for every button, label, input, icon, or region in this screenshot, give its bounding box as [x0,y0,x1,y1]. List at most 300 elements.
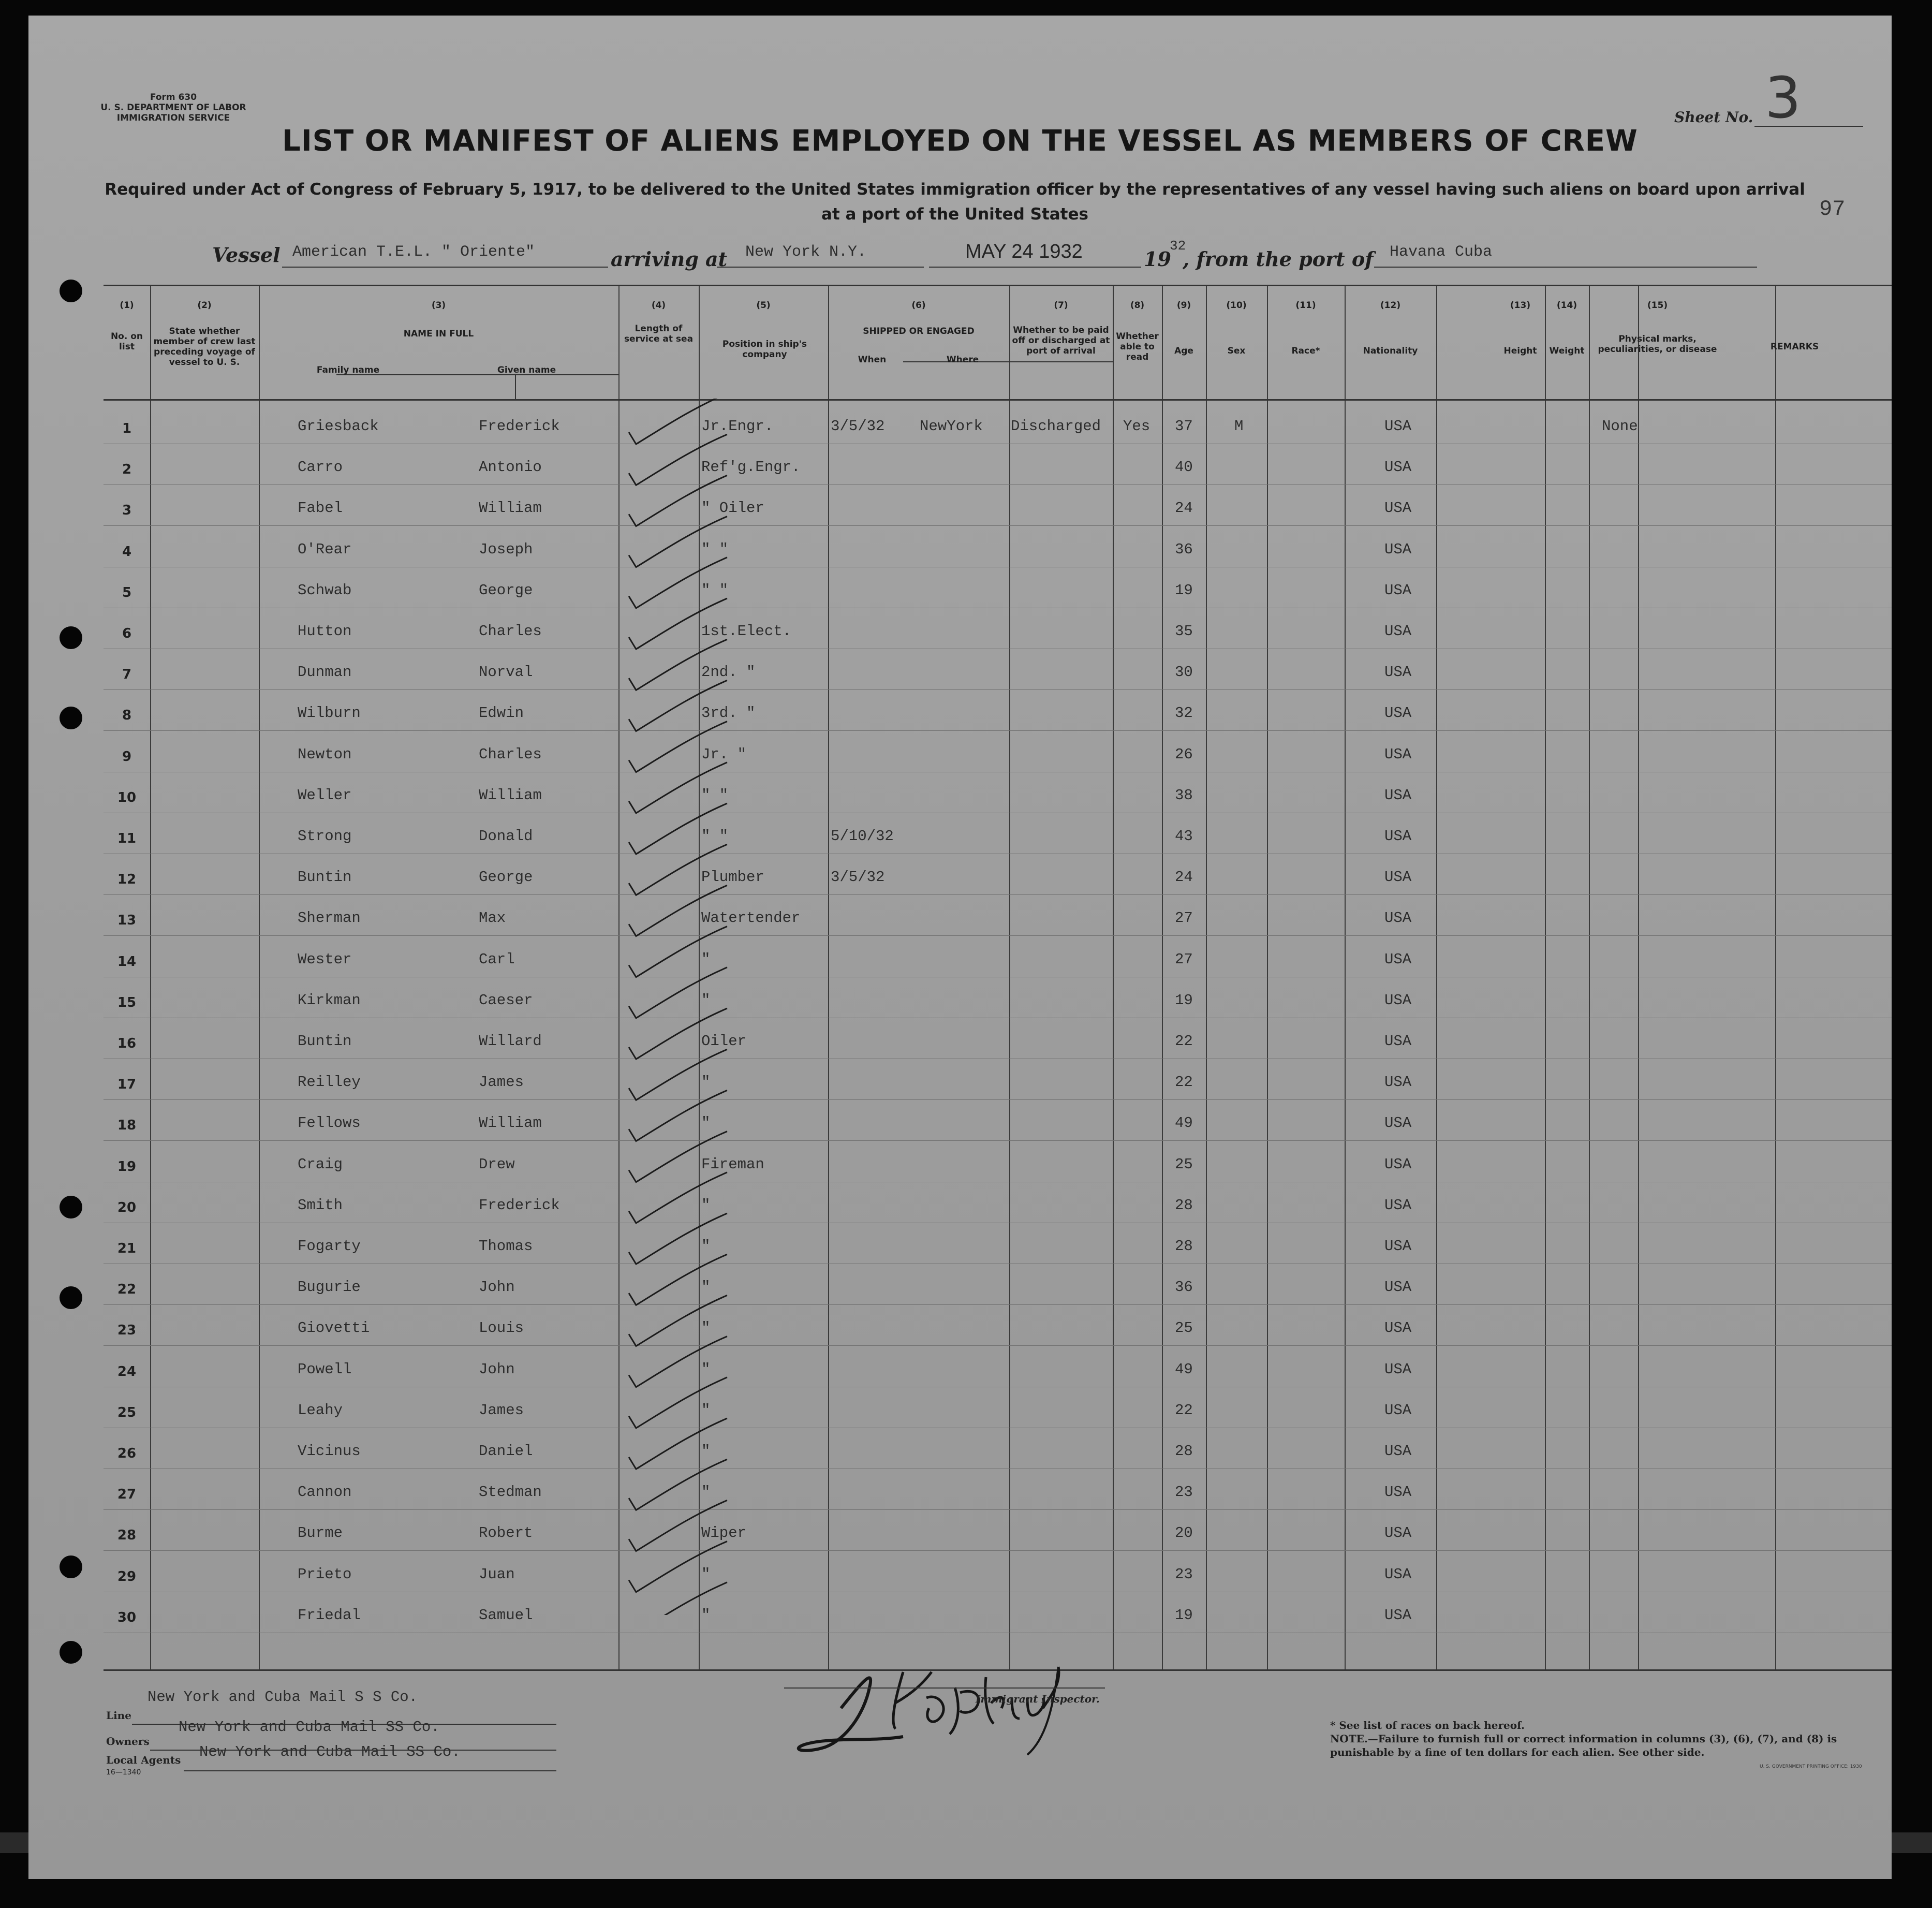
row-number: 2 [122,462,132,478]
given-name-cell: James [479,1401,524,1419]
column-header-c7: Whether to be paid off or discharged at port of arrival [1012,325,1110,356]
family-name-cell: Friedal [298,1606,361,1624]
age-cell: 35 [1175,623,1193,640]
family-name-cell: Schwab [298,581,352,599]
age-cell: 49 [1175,1360,1193,1378]
age-cell: 19 [1175,581,1193,599]
age-cell: 27 [1175,909,1193,927]
column-header-c6-num: (6) [911,300,926,311]
family-name-cell: Smith [298,1196,343,1214]
service-check-mark [629,762,727,813]
column-header-c8-num: (8) [1130,300,1145,311]
family-name-cell: Wester [298,950,352,968]
shipped-when-cell: 3/5/32 [831,418,885,435]
given-name-cell: Carl [479,950,515,968]
line-label: Line [106,1709,131,1722]
row-number: 30 [117,1609,137,1625]
age-cell: 20 [1175,1524,1193,1542]
service-check-mark [629,1500,727,1551]
arriving-value: New York N.Y. [745,243,867,261]
family-name-cell: Fellows [298,1114,361,1132]
shipped-when-cell: 5/10/32 [831,828,894,845]
nationality-cell: USA [1384,623,1412,640]
col-divider [150,286,151,1669]
column-header-c4-num: (4) [651,300,666,311]
nationality-cell: USA [1384,500,1412,517]
age-cell: 32 [1175,705,1193,722]
nationality-cell: USA [1384,1484,1412,1501]
position-cell: " " [701,786,729,804]
inspector-line [784,1687,1105,1689]
row-number: 29 [117,1568,137,1584]
nationality-cell: USA [1384,1074,1412,1091]
position-cell: Oiler [701,1033,747,1050]
position-cell: " [701,950,711,968]
service-check-mark [629,517,727,567]
family-name-cell: O'Rear [298,540,352,558]
row-number: 7 [122,667,132,683]
row-number: 9 [122,748,132,765]
family-name-cell: Reilley [298,1074,361,1091]
column-header-c1-num: (1) [120,300,134,311]
row-divider [104,1304,1892,1305]
position-cell: " [701,1360,711,1378]
paid-off-cell: Discharged [1011,418,1101,435]
form-code: 16—1340 [106,1768,141,1777]
age-cell: 28 [1175,1196,1193,1214]
arriving-line [717,267,924,268]
given-name-cell: William [479,500,542,517]
service-check-mark [629,1542,727,1592]
row-divider [104,730,1892,731]
row-number: 10 [117,789,137,805]
crew-table [104,285,1892,1671]
service-check-mark [629,1049,727,1100]
races-note: * See list of races on back hereof. [1330,1719,1525,1731]
position-cell: " [701,1319,711,1337]
age-cell: 27 [1175,950,1193,968]
given-name-cell: James [479,1074,524,1091]
given-name-cell: William [479,786,542,804]
shipped-when-cell: 3/5/32 [831,869,885,886]
service-check-mark [629,1090,727,1141]
row-number: 24 [117,1363,137,1379]
position-cell: " " [701,540,729,558]
age-cell: 25 [1175,1319,1193,1337]
family-name-cell: Fabel [298,500,343,517]
family-name-cell: Dunman [298,664,352,681]
service-check-mark [629,598,727,649]
row-number: 8 [122,708,132,724]
column-header-c15: Physical marks, peculiarities, or disease [1598,334,1717,355]
column-header-c6a: When [858,355,887,365]
family-name-cell: Fogarty [298,1238,361,1255]
punch-hole [60,1641,82,1664]
row-divider [104,1140,1892,1141]
sex-cell: M [1234,418,1244,435]
from-port-label: , from the port of [1183,247,1374,271]
nationality-cell: USA [1384,1155,1412,1173]
nationality-cell: USA [1384,1443,1412,1460]
punch-hole [60,626,82,649]
family-name-cell: Wilburn [298,705,361,722]
given-name-cell: Frederick [479,1196,560,1214]
column-header-c3a: Family name [316,365,380,375]
age-cell: 38 [1175,786,1193,804]
given-name-cell: Caeser [479,991,533,1009]
position-cell: " [701,1279,711,1296]
family-name-cell: Kirkman [298,991,361,1009]
service-check-mark [629,1377,727,1428]
service-check-mark [629,885,727,936]
age-cell: 23 [1175,1565,1193,1583]
column-header-c4: Length of service at sea [624,324,694,344]
position-cell: " [701,1238,711,1255]
col-divider [1345,286,1346,1669]
row-number: 23 [117,1323,137,1339]
column-header-c9-num: (9) [1176,300,1191,311]
line-value: New York and Cuba Mail S S Co. [148,1689,418,1706]
service-check-mark [629,1008,727,1059]
row-divider [104,935,1892,936]
row-divider [104,1550,1892,1551]
col-divider [1589,286,1590,1669]
column-header-c8: Whether able to read [1116,331,1159,362]
service-check-mark [629,967,727,1018]
nationality-cell: USA [1384,828,1412,845]
able-to-read-cell: Yes [1123,418,1151,435]
service-check-mark [629,557,727,608]
row-number: 27 [117,1487,137,1503]
position-cell: Jr.Engr. [701,418,774,435]
vessel-line [282,267,608,268]
position-cell: " [701,1606,711,1624]
given-name-cell: George [479,581,533,599]
column-header-c11: Race* [1291,346,1320,356]
nationality-cell: USA [1384,1114,1412,1132]
punch-hole [60,1196,82,1219]
row-number: 1 [122,421,132,436]
service-check-mark [629,399,727,444]
row-number: 12 [117,872,137,888]
family-name-cell: Strong [298,828,352,845]
service-checkmarks [618,399,756,1615]
row-number: 18 [117,1118,137,1134]
service-check-mark [629,680,727,731]
nationality-cell: USA [1384,459,1412,476]
given-name-cell: Stedman [479,1484,542,1501]
position-cell: Jr. " [701,745,747,763]
row-number: 5 [122,584,132,600]
age-cell: 36 [1175,1279,1193,1296]
age-cell: 37 [1175,418,1193,435]
service-check-mark [629,803,727,854]
nationality-cell: USA [1384,745,1412,763]
service-check-mark [629,1337,727,1387]
sheet-number: 3 [1765,65,1801,131]
given-name-cell: John [479,1279,515,1296]
column-header-c15-num: (15) [1647,300,1668,311]
given-name-cell: Charles [479,623,542,640]
position-cell: 1st.Elect. [701,623,792,640]
row-number: 22 [117,1282,137,1298]
col-divider [1545,286,1546,1669]
name-subheader-divider [515,374,516,399]
column-header-c14-num: (14) [1556,300,1577,311]
service-check-mark [629,1132,727,1182]
col-divider [1162,286,1163,1669]
service-check-mark [629,475,727,526]
column-header-c3: NAME IN FULL [403,329,474,339]
service-check-mark [629,722,727,772]
nationality-cell: USA [1384,1238,1412,1255]
column-header-c13-num: (13) [1510,300,1531,311]
form-identifier [98,92,248,123]
agents-underline [184,1770,556,1771]
row-number: 21 [117,1241,137,1256]
position-cell: Wiper [701,1524,747,1542]
nationality-cell: USA [1384,705,1412,722]
year-suffix: 32 [1170,238,1186,254]
col-divider [1436,286,1437,1669]
row-number: 13 [117,913,137,929]
col-divider [828,286,829,1669]
service-check-mark [629,1459,727,1510]
column-header-c7-num: (7) [1054,300,1068,311]
family-name-cell: Powell [298,1360,352,1378]
column-header-c13: Height [1503,346,1537,356]
given-name-cell: Thomas [479,1238,533,1255]
column-header-c6: SHIPPED OR ENGAGED [863,326,975,336]
nationality-cell: USA [1384,1565,1412,1583]
col-divider [1638,286,1639,1669]
col-divider [1009,286,1010,1669]
given-name-cell: William [479,1114,542,1132]
family-name-cell: Sherman [298,909,361,927]
family-name-cell: Newton [298,745,352,763]
given-name-cell: Juan [479,1565,515,1583]
nationality-cell: USA [1384,1033,1412,1050]
row-divider [104,1345,1892,1346]
given-name-cell: Samuel [479,1606,533,1624]
column-header-c11-num: (11) [1295,300,1316,311]
row-number: 11 [117,831,137,846]
age-cell: 19 [1175,1606,1193,1624]
age-cell: 25 [1175,1155,1193,1173]
nationality-cell: USA [1384,1606,1412,1624]
age-cell: 28 [1175,1238,1193,1255]
family-name-cell: Prieto [298,1565,352,1583]
column-header-c12: Nationality [1363,346,1418,356]
row-divider [104,1099,1892,1100]
age-cell: 36 [1175,540,1193,558]
service-check-mark [629,844,727,895]
header-bottom-line [104,399,1892,401]
service-check-mark [629,1418,727,1469]
nationality-cell: USA [1384,1401,1412,1419]
nationality-cell: USA [1384,991,1412,1009]
department-name: U. S. DEPARTMENT OF LABOR [100,102,246,113]
age-cell: 24 [1175,500,1193,517]
row-number: 4 [122,544,132,560]
age-cell: 40 [1175,459,1193,476]
given-name-cell: Charles [479,745,542,763]
position-cell: " [701,1074,711,1091]
penalty-note: NOTE.—Failure to furnish full or correct information in columns (3), (6), (7), and (8) is punishable by a fine of ten dollars for each alien. See other side. [1330,1733,1837,1758]
age-cell: 28 [1175,1443,1193,1460]
col-divider [1775,286,1776,1669]
nationality-cell: USA [1384,1319,1412,1337]
service-check-mark [629,1172,727,1223]
given-name-cell: Antonio [479,459,542,476]
position-cell: " [701,1484,711,1501]
service-check-mark [629,1254,727,1305]
column-header-c12-num: (12) [1380,300,1401,311]
position-cell: " " [701,828,729,845]
nationality-cell: USA [1384,540,1412,558]
given-name-cell: Joseph [479,540,533,558]
nationality-cell: USA [1384,1524,1412,1542]
row-divider [104,525,1892,526]
family-name-cell: Carro [298,459,343,476]
age-cell: 24 [1175,869,1193,886]
manifest-sheet [28,16,1892,1879]
column-header-c1: No. on list [110,331,143,352]
punch-hole [60,707,82,729]
family-name-cell: Weller [298,786,352,804]
page-number: 97 [1819,197,1846,222]
given-name-cell: Robert [479,1524,533,1542]
shipped-where-cell: NewYork [920,418,983,435]
column-header-c5: Position in ship's company [722,339,807,360]
punch-hole [60,1555,82,1578]
from-port-line [1374,267,1757,268]
nationality-cell: USA [1384,869,1412,886]
position-cell: " [701,991,711,1009]
service-check-mark [629,1295,727,1346]
col-divider [1113,286,1114,1669]
year-label: 19 [1144,247,1171,271]
position-cell: Plumber [701,869,764,886]
service-check-mark [629,927,727,977]
age-cell: 30 [1175,664,1193,681]
column-header-c5-num: (5) [756,300,771,311]
position-cell: " [701,1443,711,1460]
position-cell: 3rd. " [701,705,756,722]
row-divider [104,894,1892,895]
position-cell: " [701,1401,711,1419]
row-number: 6 [122,626,132,641]
punch-hole [60,280,82,302]
col-divider [259,286,260,1669]
position-cell: " [701,1565,711,1583]
position-cell: " Oiler [701,500,764,517]
family-name-cell: Burme [298,1524,343,1542]
row-number: 20 [117,1199,137,1215]
given-name-cell: Norval [479,664,533,681]
row-number: 28 [117,1528,137,1544]
agents-label: Local Agents [106,1754,181,1766]
position-cell: Ref'g.Engr. [701,459,801,476]
age-cell: 23 [1175,1484,1193,1501]
given-name-cell: George [479,869,533,886]
family-name-cell: Hutton [298,623,352,640]
age-cell: 22 [1175,1074,1193,1091]
age-cell: 22 [1175,1401,1193,1419]
row-number: 25 [117,1404,137,1420]
age-cell: 22 [1175,1033,1193,1050]
service-check-mark [629,639,727,690]
column-header-c6b: Where [946,355,979,365]
row-number: 15 [117,994,137,1010]
position-cell: Fireman [701,1155,764,1173]
column-header-c14: Weight [1549,346,1585,356]
nationality-cell: USA [1384,950,1412,968]
given-name-cell: Frederick [479,418,560,435]
column-header-c10: Sex [1227,346,1246,356]
nationality-cell: USA [1384,664,1412,681]
manifest-title: LIST OR MANIFEST OF ALIENS EMPLOYED ON THE VESSEL AS MEMBERS OF CREW [282,124,1638,158]
nationality-cell: USA [1384,1360,1412,1378]
family-name-cell: Bugurie [298,1279,361,1296]
column-header-c3-num: (3) [431,300,446,311]
position-cell: " " [701,581,729,599]
position-cell: " [701,1196,711,1214]
row-number: 3 [122,503,132,519]
nationality-cell: USA [1384,909,1412,927]
family-name-cell: Giovetti [298,1319,370,1337]
nationality-cell: USA [1384,786,1412,804]
column-header-c10-num: (10) [1226,300,1247,311]
family-name-cell: Buntin [298,869,352,886]
given-name-cell: Donald [479,828,533,845]
row-number: 17 [117,1077,137,1093]
given-name-cell: Willard [479,1033,542,1050]
vessel-value: American T.E.L. " Oriente" [292,243,535,261]
vessel-label: Vessel [212,243,281,267]
given-name-cell: Daniel [479,1443,533,1460]
age-cell: 49 [1175,1114,1193,1132]
row-number: 19 [117,1158,137,1175]
form-number: Form 630 [150,92,197,102]
row-number: 16 [117,1036,137,1051]
position-cell: " [701,1114,711,1132]
agents-value: New York and Cuba Mail SS Co. [199,1743,461,1760]
row-number: 26 [117,1446,137,1461]
arriving-label: arriving at [611,247,728,271]
service-check-mark [629,434,727,485]
family-name-cell: Buntin [298,1033,352,1050]
nationality-cell: USA [1384,418,1412,435]
age-cell: 43 [1175,828,1193,845]
nationality-cell: USA [1384,1279,1412,1296]
column-header-c2-num: (2) [197,300,212,311]
given-name-cell: Max [479,909,506,927]
date-stamp: MAY 24 1932 [965,241,1083,262]
age-cell: 19 [1175,991,1193,1009]
date-line [929,267,1141,268]
position-cell: Watertender [701,909,801,927]
family-name-cell: Griesback [298,418,379,435]
position-cell: 2nd. " [701,664,756,681]
family-name-cell: Vicinus [298,1443,361,1460]
nationality-cell: USA [1384,1196,1412,1214]
column-header-c16: REMARKS [1770,342,1819,352]
owners-label: Owners [106,1735,150,1748]
service-check-mark [629,1213,727,1264]
family-name-cell: Craig [298,1155,343,1173]
given-name-cell: Edwin [479,705,524,722]
